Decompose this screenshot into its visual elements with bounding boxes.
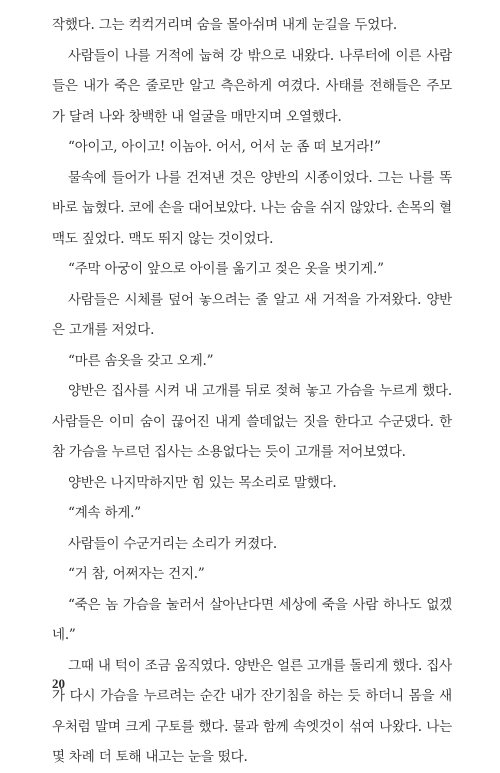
paragraph: “계속 하게.” [68,505,141,521]
paragraph: “주막 아궁이 앞으로 아이를 옮기고 젖은 옷을 벗기게.” [68,261,384,277]
paragraph: 사람들은 시체를 덮어 놓으려는 줄 알고 새 거적을 가져왔다. 양반은 고개를 저었다. [52,291,452,338]
paragraph: 사람들이 나를 거적에 눕혀 강 밖으로 내왔다. 나루터에 이른 사람들은 내가 죽은 줄로만 알고 측은하게 여겼다. 사태를 전해들은 주모가 달려 나와 창백한 내 얼굴을 매만지며 오열했다. [52,47,452,125]
paragraph: “아이고, 아이고! 이놈아. 어서, 어서 눈 좀 떠 보거라!” [68,139,381,155]
paragraph: 그때 내 턱이 조금 움직였다. 양반은 얼른 고개를 돌리게 했다. 집사가 다시 가슴을 누르려는 순간 내가 잔기침을 하는 듯 하더니 몸을 새우처럼 말며 크게 구토를 했다. 물과 함께 속엣것이 섞여 나왔다. 나는 몇 차례 더 토해 내고는 눈을 떴다. [52,657,452,765]
body-text [52,10,452,773]
paragraph: 양반은 집사를 시켜 내 고개를 뒤로 젖혀 놓고 가슴을 누르게 했다. 사람들은 이미 숨이 끊어진 내게 쓸데없는 짓을 한다고 수군댔다. 한참 가슴을 누르던 집사는 소용없다는 듯이 고개를 저어보였다. [52,383,452,460]
paragraph: 물속에 들어가 나를 건져낸 것은 양반의 시종이었다. 그는 나를 똑바로 눕혔다. 코에 손을 대어보았다. 나는 숨을 쉬지 않았다. 손목의 혈맥도 짚었다. 맥도 뛰지 않는 것이었다. [52,169,452,247]
paragraph: “거 참, 어쩌자는 건지.” [68,566,205,582]
paragraph: 양반은 나지막하지만 힘 있는 목소리로 말했다. [68,474,337,491]
paragraph: 작했다. 그는 컥컥거리며 숨을 몰아쉬며 내게 눈길을 두었다. [52,17,398,33]
paragraph: “마른 솜옷을 갖고 오게.” [68,352,214,369]
page-number: 20 [52,676,65,691]
paragraph: “죽은 놈 가슴을 눌러서 살아난다면 세상에 죽을 사람 하나도 없겠네.” [52,596,452,643]
paragraph: 사람들이 수군거리는 소리가 커졌다. [68,535,277,552]
